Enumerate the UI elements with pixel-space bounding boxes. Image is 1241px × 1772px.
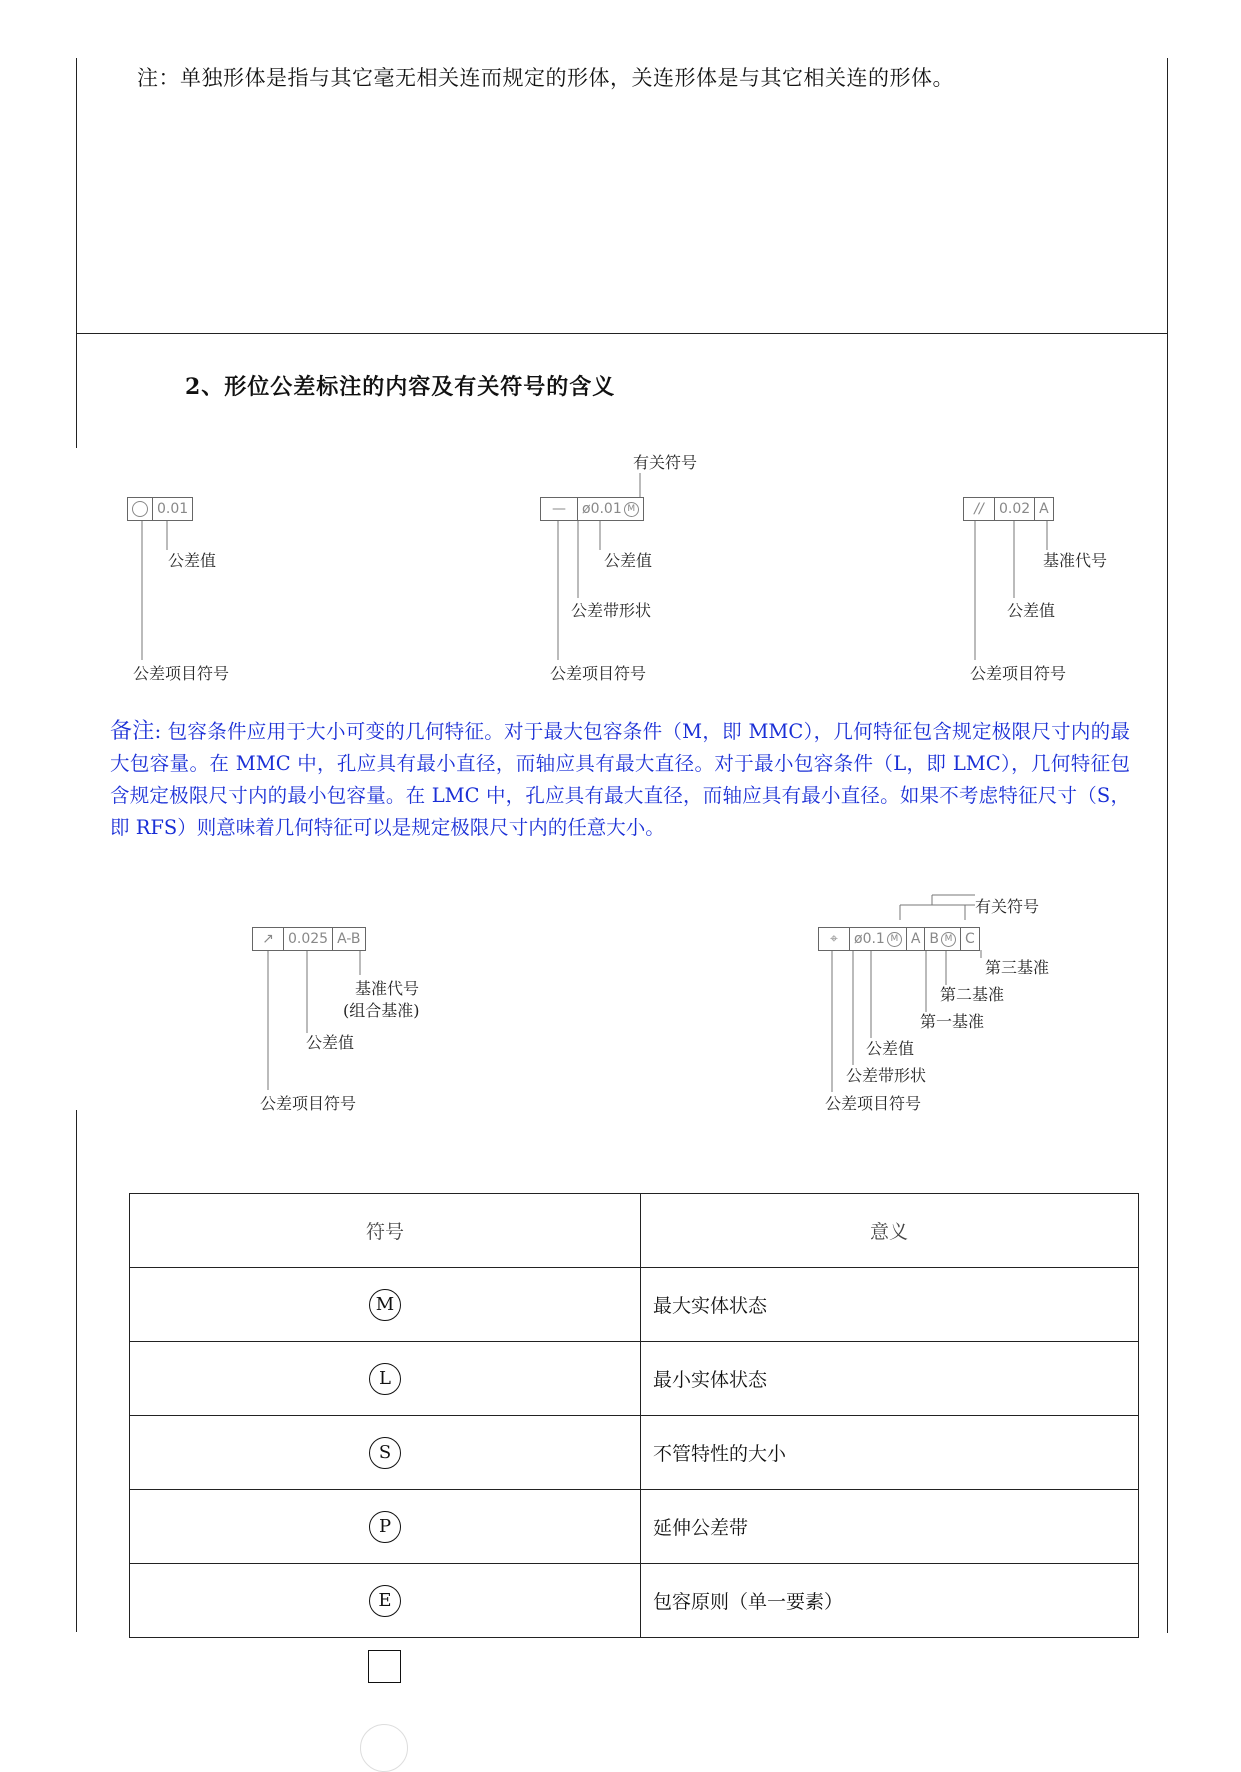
- parallelism-icon: //: [964, 498, 995, 520]
- symbol-cell: [130, 1564, 641, 1638]
- label-zone-shape: 公差带形状: [571, 601, 652, 620]
- rfs-symbol-icon: S: [369, 1437, 401, 1469]
- straightness-icon: —: [541, 498, 578, 520]
- fcf-parallelism: [963, 497, 1054, 521]
- fcf-value: ø0.01: [582, 501, 622, 517]
- fcf-position: [818, 927, 980, 951]
- position-icon: ⌖: [819, 928, 850, 950]
- fcf-value: 0.02: [995, 498, 1035, 520]
- fcf-roundness: [127, 497, 193, 521]
- label-tolerance-value: 公差值: [866, 1039, 915, 1058]
- mmc-modifier: M: [887, 932, 902, 947]
- label-tolerance-symbol: 公差项目符号: [260, 1094, 357, 1113]
- fcf-value: 0.01: [157, 501, 189, 517]
- meaning-cell: 包容原则（单一要素）: [641, 1564, 1139, 1638]
- label-tolerance-symbol: 公差项目符号: [550, 664, 647, 683]
- roundness-icon: [128, 498, 153, 520]
- fcf-datum: A-B: [337, 931, 361, 947]
- label-datum-code: 基准代号: [1043, 551, 1108, 570]
- label-combined-datum: (组合基准): [343, 1001, 420, 1020]
- header-meaning: 意义: [641, 1194, 1139, 1268]
- mmc-symbol-icon: M: [369, 1289, 401, 1321]
- label-tolerance-value: 公差值: [306, 1033, 355, 1052]
- label-datum-code: 基准代号: [355, 979, 420, 998]
- label-tolerance-value: 公差值: [1007, 601, 1056, 620]
- theoretical-exact-square-icon: [368, 1650, 401, 1683]
- fcf-datum-first: A: [907, 928, 926, 950]
- fcf-value-group: [850, 928, 907, 950]
- label-tolerance-value: 公差值: [604, 551, 653, 570]
- table-row: [130, 1416, 1139, 1490]
- remark-heading: 备注: [110, 719, 155, 744]
- runout-icon: ↗: [253, 928, 284, 950]
- table-row: [130, 1490, 1139, 1564]
- label-tolerance-symbol: 公差项目符号: [133, 664, 230, 683]
- symbol-cell: [130, 1268, 641, 1342]
- symbol-cell: [130, 1342, 641, 1416]
- table-row: [130, 1268, 1139, 1342]
- label-tolerance-symbol: 公差项目符号: [825, 1094, 922, 1113]
- lmc-symbol-icon: L: [369, 1363, 401, 1395]
- fcf-straightness: [540, 497, 644, 521]
- faint-circle-icon: [360, 1724, 408, 1772]
- label-third-datum: 第三基准: [985, 958, 1050, 977]
- remark-paragraph: [110, 716, 1130, 844]
- label-zone-shape: 公差带形状: [846, 1066, 927, 1085]
- fcf-value: 0.025: [284, 928, 333, 950]
- fcf-datum-third: C: [965, 931, 975, 947]
- symbol-cell: [130, 1490, 641, 1564]
- projected-zone-symbol-icon: P: [369, 1511, 401, 1543]
- meaning-cell: 最大实体状态: [641, 1268, 1139, 1342]
- remark-body: : 包容条件应用于大小可变的几何特征。对于最大包容条件（M，即 MMC），几何特征包含规定极限尺寸内的最大包容量。在 MMC 中，孔应具有最小直径，而轴应具有最大直径。对于最小包容条件（L，即 LMC），几何特征包含规定极限尺寸内的最小包容量。在 LMC 中，孔应具有最大直径，而轴应具有最小直径。如果不考虑特征尺寸（S，即 RFS）则意味着几何特征可以是规定极限尺寸内的任意大小。: [110, 720, 1130, 839]
- section-title: 2、形位公差标注的内容及有关符号的含义: [185, 374, 616, 400]
- table-row: [130, 1564, 1139, 1638]
- mmc-modifier: M: [624, 502, 639, 517]
- fcf-datum: A: [1039, 501, 1049, 517]
- table-row: [130, 1342, 1139, 1416]
- note-top: 注：单独形体是指与其它毫无相关连而规定的形体，关连形体是与其它相关连的形体。: [137, 66, 954, 90]
- table-header-row: [130, 1194, 1139, 1268]
- mmc-modifier: M: [941, 932, 956, 947]
- label-related-symbol: 有关符号: [633, 453, 698, 472]
- fcf-datum-second-group: [925, 928, 961, 950]
- meaning-cell: 最小实体状态: [641, 1342, 1139, 1416]
- symbol-cell: [130, 1416, 641, 1490]
- fcf-value: ø0.1: [854, 931, 885, 947]
- label-tolerance-value: 公差值: [168, 551, 217, 570]
- meaning-cell: 不管特性的大小: [641, 1416, 1139, 1490]
- fcf-datum-second: B: [929, 931, 940, 947]
- label-first-datum: 第一基准: [920, 1012, 985, 1031]
- fcf-runout: [252, 927, 366, 951]
- label-second-datum: 第二基准: [940, 985, 1005, 1004]
- symbol-meaning-table: [129, 1193, 1139, 1638]
- header-symbol: 符号: [130, 1194, 641, 1268]
- label-tolerance-symbol: 公差项目符号: [970, 664, 1067, 683]
- envelope-symbol-icon: E: [369, 1585, 401, 1617]
- fcf-value-group: [578, 498, 643, 520]
- label-related-symbol: 有关符号: [975, 897, 1040, 916]
- meaning-cell: 延伸公差带: [641, 1490, 1139, 1564]
